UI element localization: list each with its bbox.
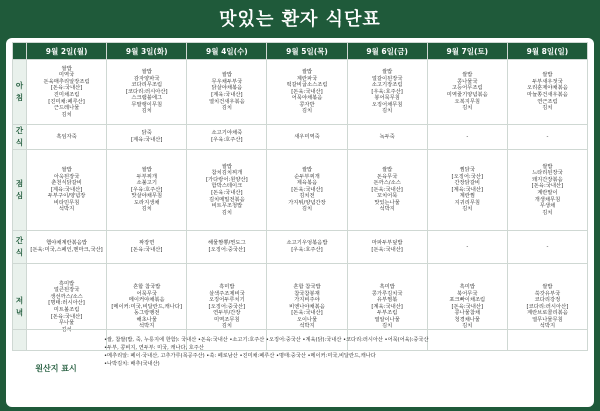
menu-cell: [107, 125, 187, 150]
menu-item: [계육:국내산]: [371, 303, 403, 310]
menu-item: 가지비주야: [294, 297, 320, 304]
menu-item: 석박지: [139, 323, 155, 330]
menu-item: 청경채나물: [454, 316, 481, 323]
menu-item: 김치: [462, 206, 473, 213]
menu-item: [계육:국내산]: [211, 92, 243, 98]
menu-item: 무생채: [539, 203, 556, 210]
menu-item: 얼큰된장국: [53, 287, 80, 294]
menu-item: 무우채두부국: [211, 78, 243, 85]
menu-item: 김치메밀전볶음: [208, 196, 245, 203]
menu-item: 연두부/간장: [213, 310, 241, 317]
menu-item: -: [546, 243, 549, 250]
menu-item: [오징어:중국산]: [208, 247, 246, 253]
menu-item: 맛있는나물: [374, 199, 400, 206]
origin-body: [100, 330, 588, 406]
menu-item: 쌀밥: [61, 65, 72, 72]
menu-cell: [107, 231, 187, 264]
menu-item: 쌀밥: [301, 68, 313, 75]
meal-label-char: 녁: [15, 308, 24, 317]
menu-cell: [267, 150, 347, 231]
menu-cell: [347, 125, 427, 150]
menu-item: 햄야채계란볶음밥: [46, 240, 88, 247]
menu-item: [돈육:국내산]: [531, 183, 564, 190]
day-header: 9월 7일(토): [427, 43, 507, 60]
menu-item: 쌀밥: [542, 72, 553, 79]
menu-item: 맛살야채무침: [131, 193, 163, 200]
menu-item: [우육:호주산]: [130, 186, 163, 193]
menu-item: 제육볶음: [296, 180, 318, 187]
meal-label: [13, 150, 27, 231]
menu-cell: [267, 60, 347, 125]
menu-item: 흑미밥: [459, 283, 475, 290]
menu-item: 비타민무침: [53, 199, 80, 206]
origin-label: 원산지 표시: [35, 363, 77, 373]
menu-item: 흔합 참국밥: [293, 283, 321, 290]
menu-item: 마늘쫑건새우볶음: [526, 92, 568, 98]
day-header: 9월 2일(월): [27, 43, 107, 60]
menu-item: [돈육:국내산]: [291, 88, 323, 95]
menu-item: 감자양파국: [133, 75, 160, 82]
menu-item: [오징어:국산]: [451, 173, 484, 180]
menu-item: 쌀밥: [462, 72, 473, 79]
menu-item: [우육:호주산]: [211, 137, 243, 143]
menu-item: 메이커야채볶음: [128, 297, 165, 304]
origin-line: •나박김치: 배추(국내산): [104, 361, 160, 367]
menu-item: 쌀밥: [542, 283, 553, 290]
menu-item: 찜닭국: [459, 166, 475, 173]
menu-item: 해초나물: [136, 316, 157, 323]
menu-item: 근드레나물: [53, 105, 80, 112]
menu-item: 포크빠이채조림: [449, 297, 486, 304]
menu-item: 오리훈제야채볶음: [526, 85, 568, 92]
menu-item: -: [546, 133, 549, 140]
menu-cell: [187, 125, 267, 150]
menu-item: 쌀밥: [382, 166, 393, 173]
menu-item: 스크램블에그: [131, 95, 163, 102]
menu-item: 비엔나야채볶음: [289, 303, 325, 310]
menu-cell: [507, 125, 587, 150]
menu-item: 돼지간장볶음: [532, 176, 563, 183]
menu-cell: [27, 125, 107, 150]
lunch-row: [13, 150, 588, 231]
menu-item: 석박지: [379, 206, 395, 213]
menu-panel: [6, 38, 594, 407]
menu-item: [돈육:국내산]: [371, 186, 403, 193]
menu-item: 김치: [462, 105, 473, 112]
menu-cell: [347, 60, 427, 125]
meal-label-char: 침: [15, 93, 24, 102]
menu-item: 지귀리무침: [454, 199, 481, 206]
menu-item: 김치: [221, 323, 232, 330]
menu-item: [우육:호주산]: [291, 247, 323, 253]
menu-item: 살색주조제비국: [208, 290, 245, 297]
menu-item: 쌀밥: [221, 72, 232, 79]
breakfast-row: [13, 60, 588, 125]
menu-item: 쌀밥: [382, 68, 393, 75]
origin-line: •두부, 콩비지, 연두부: 미국, 캐나다, 호주산: [104, 345, 204, 351]
menu-cell: [187, 150, 267, 231]
menu-item: [돈육:국내산]: [371, 247, 403, 253]
origin-line: •메추리알: 페이·국내산, 고추가루(목공주산) •쑥: 페로남산 •진미채:페루산 •명태:중국산 •메이커:미국,비달란드,캐나다: [104, 353, 376, 359]
menu-item: 석박지: [539, 323, 556, 330]
menu-item: 쌀밥: [61, 166, 72, 173]
menu-item: 녹두죽: [379, 133, 395, 140]
menu-cell: [27, 150, 107, 231]
menu-item: 김치: [141, 206, 152, 213]
menu-cell: [27, 231, 107, 264]
menu-item: 김치전: [299, 193, 315, 200]
menu-cell: [27, 60, 107, 125]
menu-item: 순두부찌개: [294, 173, 320, 180]
menu-item: 흑미밥: [379, 283, 395, 290]
menu-item: 코다리강정: [534, 297, 561, 304]
menu-item: 쌀밥: [221, 163, 232, 170]
day-header: 9월 4일(수): [187, 43, 267, 60]
menu-item: [계육:국내산]: [130, 137, 163, 143]
menu-item: 김치: [462, 323, 473, 330]
menu-item: [계육:국내산]: [451, 186, 484, 193]
meal-label: [13, 60, 27, 125]
menu-cell: [427, 60, 507, 125]
menu-cell: [507, 60, 587, 125]
menu-cell: [347, 150, 427, 231]
meal-label-char: 식: [15, 138, 24, 147]
meal-label-char: 아: [15, 81, 24, 90]
menu-item: [코다리:러시아산]: [125, 88, 168, 95]
menu-item: 소고기장조림: [371, 82, 403, 89]
menu-item: 북어무국: [457, 290, 478, 297]
menu-item: 석박지: [299, 323, 315, 330]
menu-item: 미역국: [58, 72, 75, 79]
menu-item: 계란브로콜리볶음: [526, 310, 568, 317]
menu-item: 오징어채무침: [371, 101, 403, 108]
menu-item: [진미채:페루산]: [48, 98, 85, 105]
menu-item: 김치: [301, 108, 313, 115]
menu-item: 김치: [542, 105, 553, 112]
menu-item: 흔합 참국밥: [133, 283, 161, 290]
menu-item: 콩나물참채: [454, 310, 481, 317]
menu-item: 어묵무국: [136, 290, 157, 297]
menu-item: 얼갈이된장국: [371, 75, 403, 82]
menu-item: 봉어묵무침: [374, 95, 400, 102]
menu-item: 쌀밥: [542, 163, 553, 170]
menu-item: 진미채조림: [53, 92, 80, 98]
header-corner: [13, 43, 27, 60]
menu-item: 개생채무침: [534, 196, 561, 203]
menu-item: 생선까스/소스: [50, 293, 83, 300]
day-header: 9월 5일(목): [267, 43, 347, 60]
menu-item: 코다리무조림: [131, 82, 163, 89]
menu-item: 느타리된장국: [532, 170, 563, 177]
menu-item: -: [466, 243, 469, 250]
meal-label-char: 저: [15, 296, 24, 305]
menu-item: 비트무조청밥: [211, 203, 243, 210]
menu-item: 계란말이: [537, 190, 558, 196]
menu-cell: [347, 231, 427, 264]
menu-item: 미트볼조림: [53, 307, 80, 313]
menu-cell: [427, 231, 507, 264]
menu-item: 두부찌개: [136, 173, 157, 180]
day-header: 9월 8일(일): [507, 43, 587, 60]
menu-item: 흑미밥: [58, 280, 75, 287]
menu-item: [코다리:러시아산]: [526, 303, 569, 310]
menu-item: 오징어두루치기: [208, 297, 245, 304]
menu-item: -: [466, 133, 469, 140]
menu-item: [명태:러시아산]: [48, 300, 85, 307]
menu-item: 콩나물국: [457, 78, 478, 85]
snack-row: [13, 125, 588, 150]
menu-cell: [107, 60, 187, 125]
menu-item: 동그랑땡전: [133, 310, 160, 317]
menu-cell: [267, 125, 347, 150]
menu-item: 무말랭이무침: [131, 101, 163, 108]
menu-item: [돈육:국내산]: [291, 310, 323, 317]
menu-item: 김치: [301, 206, 313, 213]
menu-item: 미역조무침: [214, 316, 240, 323]
menu-cell: [427, 150, 507, 231]
menu-item: 쑥갓유부국: [534, 290, 561, 297]
menu-item: [돈육:국내산]: [451, 303, 484, 310]
menu-item: 두부새우젓국: [532, 78, 563, 85]
page-title: 맛있는 환자 식단표: [219, 9, 381, 30]
menu-item: 함박스테이크: [211, 183, 243, 190]
menu-item: 열알이나물: [374, 316, 400, 323]
meal-label: [13, 125, 27, 150]
menu-item: 닭죽: [141, 130, 152, 137]
menu-item: 짜장면: [139, 240, 155, 247]
menu-item: [돈육:국내산]: [50, 85, 83, 92]
menu-item: 두부조림: [376, 310, 398, 317]
menu-item: 김치: [141, 108, 152, 115]
menu-item: 열치건새우볶음: [208, 98, 245, 105]
menu-item: [돈육:국내산]: [130, 247, 163, 253]
menu-item: 돈육무국: [376, 173, 398, 180]
snack-row: [13, 231, 588, 264]
menu-item: [돈육:국내산]: [291, 186, 323, 193]
menu-item: 소고기우엉볶음밥: [286, 240, 328, 247]
menu-item: 김치: [61, 111, 72, 118]
menu-item: 소고기야채죽: [211, 130, 243, 137]
menu-item: 쌀밥: [141, 166, 152, 173]
meal-label-char: 간: [15, 126, 24, 135]
menu-item: 참치김치찌개: [211, 170, 243, 177]
menu-item: [돈육:미국,스페인,멘마크,국산]: [30, 247, 103, 253]
meal-label-char: 간: [15, 236, 24, 245]
menu-item: [메이커:미국,비달란드,캐나다]: [111, 303, 183, 310]
menu-item: 김치: [221, 209, 232, 216]
day-header-row: [13, 43, 588, 60]
menu-item: 유부찜볶: [376, 297, 398, 304]
menu-item: [계육:국내산]: [50, 186, 83, 193]
menu-item: 오복지무침: [454, 98, 481, 105]
menu-item: 고등어무조림: [451, 85, 483, 92]
menu-cell: [427, 125, 507, 150]
menu-cell: [107, 150, 187, 231]
menu-item: 쌀밥: [141, 68, 152, 75]
menu-item: 콩자반: [299, 101, 315, 108]
menu-item: 연근조림: [537, 98, 558, 105]
menu-body: [13, 60, 588, 351]
day-header: 9월 6일(금): [347, 43, 427, 60]
menu-item: 흑미밥: [219, 283, 235, 290]
menu-item: [가다랑어:원양산]: [205, 176, 248, 183]
menu-item: 어묵야채볶음: [291, 95, 323, 102]
menu-item: 김치: [542, 209, 553, 216]
menu-item: 아욱된장국: [53, 173, 80, 180]
menu-item: 흑임자죽: [56, 133, 77, 140]
menu-item: 도라지생채: [133, 199, 160, 206]
meal-label-char: 식: [15, 248, 24, 257]
menu-item: 김치: [382, 108, 393, 115]
menu-item: 김치: [61, 326, 72, 333]
day-header: 9월 3일(화): [107, 43, 187, 60]
menu-item: 김치: [382, 323, 393, 330]
menu-item: 춘천식닭갈비: [51, 180, 82, 187]
meal-label-char: 심: [15, 191, 24, 200]
menu-item: 꼬치어묵: [376, 193, 398, 200]
menu-cell: [507, 231, 587, 264]
menu-item: 오이나물: [296, 316, 318, 323]
menu-item: 계란찜: [459, 193, 475, 200]
meal-label-char: 점: [15, 179, 24, 188]
menu-cell: [187, 231, 267, 264]
menu-cell: [507, 150, 587, 231]
menu-cell: [187, 60, 267, 125]
menu-item: 열무나물무침: [532, 316, 563, 323]
meal-label: [13, 231, 27, 264]
menu-item: 간장닭갈비: [454, 180, 481, 187]
menu-item: 돈육매추리알장조림: [43, 78, 90, 85]
menu-table: [12, 42, 588, 351]
menu-item: 소불고기: [136, 180, 157, 187]
menu-item: 돈까스/소스: [373, 180, 401, 187]
menu-item: [오징어:중국산]: [208, 303, 246, 310]
menu-item: 미역줄기양념볶음: [446, 92, 488, 98]
menu-item: 석박지: [58, 206, 75, 213]
menu-cell: [267, 231, 347, 264]
menu-item: 김치: [221, 105, 232, 112]
menu-item: 해물짬뽕/찐도그: [208, 240, 246, 247]
menu-item: 참국참봉재: [294, 290, 320, 297]
menu-item: 쌀밥: [301, 166, 313, 173]
menu-item: 가지튀/양념간장: [288, 199, 326, 206]
menu-item: [우육:호주산]: [371, 88, 403, 95]
menu-item: 새우미역죽: [294, 133, 320, 140]
menu-item: 무나물: [58, 320, 75, 327]
menu-item: 계란파국: [296, 75, 318, 82]
menu-item: [돈육:국내산]: [50, 313, 83, 320]
menu-item: 닭살야채볶음: [211, 85, 243, 92]
menu-item: 콩가루김치국: [371, 290, 403, 297]
origin-line: •쌀, 찹쌀(밥, 죽, 누룽지에 한함): 국내산 •돈육:국내산 •소고기:호주산 •오징어:중국산 •계육(닭):국내산 •코다리:러시아산 •어묵(어육):중국산: [104, 337, 429, 343]
menu-item: [돈육:국내산]: [211, 190, 243, 196]
menu-item: 마파두부덮밥: [371, 240, 403, 247]
menu-item: 두부구이/양념장: [47, 193, 86, 200]
menu-item: 떡갈비굽소스조림: [286, 82, 328, 89]
